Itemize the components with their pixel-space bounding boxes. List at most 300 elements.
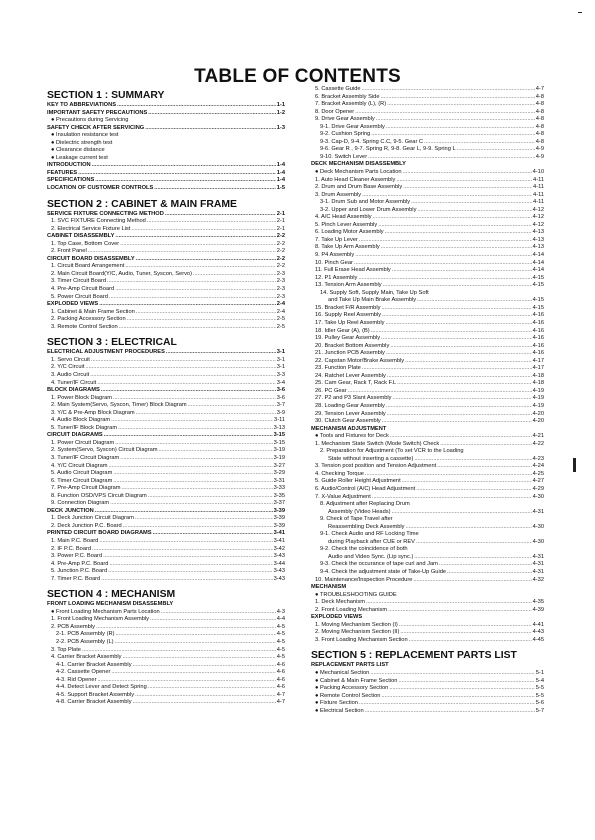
toc-entry <box>47 349 285 357</box>
dot-leader <box>148 110 275 118</box>
toc-entry-label: ● Leakage current test <box>51 154 108 161</box>
toc-entry <box>47 211 285 219</box>
toc-page-number: 3-6 <box>276 387 285 394</box>
dot-leader <box>386 124 535 132</box>
toc-entry-label: 2. Y/C Circuit <box>51 364 85 371</box>
dot-leader <box>417 297 532 305</box>
dot-leader <box>118 425 273 433</box>
toc-entry <box>311 388 544 396</box>
dot-leader <box>90 372 276 380</box>
toc-entry <box>311 154 544 162</box>
toc-page-number: 4-14 <box>532 259 544 266</box>
scan-mark-top <box>578 12 582 13</box>
toc-page-number: 4-17 <box>532 365 544 372</box>
toc-entry <box>47 233 285 241</box>
toc-page-number: 3-13 <box>273 424 285 431</box>
dot-leader <box>115 631 275 639</box>
dot-leader <box>457 146 535 154</box>
toc-entry <box>311 531 544 539</box>
dot-leader <box>110 500 272 508</box>
toc-entry-label: 1. Circuit Board Arrangement <box>51 263 125 270</box>
dot-leader <box>125 263 275 271</box>
toc-entry <box>47 508 285 516</box>
toc-entry <box>311 350 544 358</box>
toc-page-number: 4-21 <box>532 433 544 440</box>
toc-page-number: 1-3 <box>276 124 285 131</box>
toc-entry-label: 9-3. Check the occurance of tape curl and Jam <box>320 561 438 568</box>
toc-entry-label: 10. Maintenance/Inspection Procedure <box>315 576 413 583</box>
toc-page-number: 3-4 <box>276 379 285 386</box>
toc-page-number: 3-29 <box>273 470 285 477</box>
toc-page-number: 4-15 <box>532 274 544 281</box>
dot-leader <box>136 410 276 418</box>
toc-page-number: 4-8 <box>535 138 544 145</box>
dot-leader <box>97 677 275 685</box>
toc-entry-label: 2. Main Circuit Board(Y/C, Audio, Tuner, Syscon, Servo) <box>51 270 192 277</box>
toc-page-number: 4-8 <box>535 101 544 108</box>
toc-entry-label: 10. Pinch Gear <box>315 259 353 266</box>
toc-entry <box>311 614 544 622</box>
toc-entry-label: 4-5. Support Bracket Assembly <box>56 691 135 698</box>
toc-entry-label: 20. Bracket Bottom Assembly <box>315 342 390 349</box>
toc-page-number: 3-1 <box>276 349 285 356</box>
toc-page-number: 3-15 <box>273 439 285 446</box>
toc-page-number: 4-8 <box>535 108 544 115</box>
dot-leader <box>99 538 272 546</box>
toc-entry-label: 4-1. Carrier Bracket Assembly <box>56 661 132 668</box>
toc-page-number: 2-1 <box>276 225 285 232</box>
toc-entry-label: 9-10. Switch Lever <box>320 153 368 160</box>
toc-entry-label: 3. Tuner/IF Circuit Diagram <box>51 454 120 461</box>
toc-page-number: 3-9 <box>276 409 285 416</box>
dot-leader <box>381 244 532 252</box>
dot-leader <box>387 101 535 109</box>
toc-entry <box>47 440 285 448</box>
toc-entry-label: 9-3. Cap-D, 9-4. Spring C.C, 9-5. Gear C <box>320 138 424 145</box>
toc-entry-label: 3-2. Upper and Lower Drum Assembly <box>320 206 417 213</box>
dot-leader <box>424 139 535 147</box>
toc-entry <box>311 244 544 252</box>
dot-leader <box>381 305 531 313</box>
dot-leader <box>385 229 532 237</box>
toc-entry <box>311 222 544 230</box>
dot-leader <box>359 700 535 708</box>
toc-entry-label: 27. P2 and P3 Slant Assembly <box>315 395 392 402</box>
toc-entry-label: 28. Loading Gear Assembly <box>315 402 385 409</box>
toc-entry-label: 8. Function OSD/VPS Circuit Diagram <box>51 492 147 499</box>
toc-page-number: 3-42 <box>273 545 285 552</box>
dot-leader <box>113 470 272 478</box>
toc-page-number: 4-31 <box>532 561 544 568</box>
toc-entry <box>47 568 285 576</box>
toc-entry-label: 21. Junction PCB Assembly <box>315 350 385 357</box>
toc-entry <box>311 441 544 449</box>
toc-entry <box>311 297 544 305</box>
dot-leader <box>78 170 276 178</box>
toc-entry <box>311 290 544 298</box>
dot-leader <box>411 199 532 207</box>
toc-entry <box>47 372 285 380</box>
toc-entry <box>311 169 544 177</box>
dot-leader <box>378 222 531 230</box>
dot-leader <box>108 568 272 576</box>
toc-entry-label: 2. IF P.C. Board <box>51 545 92 552</box>
toc-entry <box>311 433 544 441</box>
toc-page-number: 4-22 <box>532 440 544 447</box>
toc-entry <box>311 184 544 192</box>
dot-leader <box>417 207 531 215</box>
toc-page-number: 2-1 <box>276 218 285 225</box>
dot-leader <box>381 693 534 701</box>
toc-page-number: 3-37 <box>273 500 285 507</box>
toc-entry <box>311 501 544 509</box>
toc-entry <box>311 94 544 102</box>
toc-entry <box>311 229 544 237</box>
toc-page-number: 3-1 <box>276 356 285 363</box>
toc-entry <box>47 402 285 410</box>
toc-entry-label: Audio and Video Sync. (Lip sync.) <box>328 553 414 560</box>
dot-leader <box>115 286 276 294</box>
toc-entry-label: CABINET DISASSEMBLY <box>47 233 115 240</box>
dot-leader <box>104 432 273 440</box>
toc-entry <box>311 124 544 132</box>
toc-entry-label: 8. Take Up Arm Assembly <box>315 244 380 251</box>
dot-leader <box>386 403 532 411</box>
toc-entry-label: 9-1. Check Audio and RF Locking Time <box>320 531 419 538</box>
dot-leader <box>372 494 532 502</box>
dot-leader <box>359 237 532 245</box>
toc-entry <box>47 684 285 692</box>
toc-entry <box>311 554 544 562</box>
dot-leader <box>385 320 531 328</box>
toc-page-number: 4-6 <box>276 684 285 691</box>
dot-leader <box>354 260 532 268</box>
toc-entry <box>47 410 285 418</box>
toc-entry-label: 5. Audio Circuit Diagram <box>51 470 113 477</box>
toc-entry <box>47 110 285 118</box>
toc-entry-label: IMPORTANT SAFETY PRECAUTIONS <box>47 109 148 116</box>
toc-page-number: 2-2 <box>276 255 285 262</box>
toc-page-number: 4-31 <box>532 569 544 575</box>
dot-leader <box>355 252 531 260</box>
dot-leader <box>123 523 273 531</box>
toc-entry <box>47 624 285 632</box>
toc-page-number: 1-1 <box>276 102 285 108</box>
toc-entry <box>47 425 285 433</box>
dot-leader <box>127 316 276 324</box>
toc-page-number: 2-3 <box>276 278 285 285</box>
toc-page-number: 3-33 <box>273 485 285 492</box>
toc-page-number: 4-29 <box>532 485 544 492</box>
toc-entry <box>311 685 544 693</box>
dot-leader <box>437 463 531 471</box>
toc-entry-label: 4. A/C Head Assembly <box>315 214 372 221</box>
toc-entry-label: ● Mechanical Section <box>315 670 370 677</box>
dot-leader <box>193 271 276 279</box>
toc-entry <box>47 609 285 617</box>
toc-entry-label: 4-3. Rid Opener <box>56 676 97 683</box>
toc-entry <box>47 271 285 279</box>
toc-entry-label: 2. Front Panel <box>51 248 87 255</box>
dot-leader <box>135 692 276 700</box>
toc-page-number: 4-27 <box>532 478 544 485</box>
dot-leader <box>402 478 532 486</box>
toc-entry <box>47 616 285 624</box>
toc-page-number: 4-16 <box>532 312 544 319</box>
toc-entry-label: 2. PCB Assembly <box>51 623 95 630</box>
dot-leader <box>82 647 276 655</box>
dot-leader <box>416 539 532 547</box>
toc-entry <box>311 569 544 577</box>
dot-leader <box>166 349 276 357</box>
toc-entry <box>47 125 285 133</box>
toc-entry <box>47 117 285 125</box>
toc-entry <box>47 301 285 309</box>
toc-entry <box>47 226 285 234</box>
toc-entry-label: ● Front Loading Mechanism Parts Location <box>51 608 160 615</box>
toc-entry <box>47 463 285 471</box>
dot-leader <box>396 177 532 185</box>
toc-entry-label: 4. Pre-Amp Circuit Board <box>51 286 115 293</box>
toc-page-number: 3-43 <box>273 575 285 582</box>
toc-entry <box>47 185 285 193</box>
toc-entry-label: 4-8. Carrier Bracket Assembly <box>56 699 132 706</box>
toc-entry-label: PRINTED CIRCUIT BOARD DIAGRAMS <box>47 530 152 537</box>
dot-leader <box>113 478 272 486</box>
toc-entry <box>47 395 285 403</box>
toc-entry <box>47 218 285 226</box>
toc-page-number: 4-6 <box>276 661 285 668</box>
toc-entry-label: ● Deck Mechanism Parts Location <box>315 169 402 176</box>
toc-page-number: 2-3 <box>276 293 285 300</box>
dot-leader <box>387 411 532 419</box>
dot-leader <box>159 447 273 455</box>
toc-page-number: 4-8 <box>535 93 544 100</box>
toc-entry-label: 3. Tension post position and Tension Adjustment <box>315 463 437 470</box>
dot-leader <box>392 509 532 517</box>
dot-leader <box>95 177 275 185</box>
toc-page-number: 4-16 <box>532 350 544 357</box>
toc-entry-label: EXPLODED VIEWS <box>47 301 99 308</box>
toc-page-number: 4-41 <box>532 621 544 628</box>
dot-leader <box>119 324 276 332</box>
toc-entry <box>311 448 544 456</box>
dot-leader <box>107 278 276 286</box>
toc-entry-label: 3. Front Loading Mechanism Section <box>315 636 408 643</box>
toc-entry <box>311 607 544 615</box>
toc-entry-label: 2-1. PCB Assembly (R) <box>56 631 115 638</box>
toc-page-number: 2-4 <box>276 308 285 315</box>
toc-entry-label: ● Electrical Section <box>315 707 364 714</box>
toc-page-number: 4-13 <box>532 244 544 251</box>
toc-page-number: 4-14 <box>532 252 544 259</box>
dot-leader <box>103 553 273 561</box>
dot-leader <box>136 256 276 264</box>
toc-entry-label: 1. Moving Mechanism Section (I) <box>315 621 398 628</box>
dot-leader <box>439 561 532 569</box>
toc-page-number: 4-5 <box>276 646 285 653</box>
toc-entry-label: 6. Loading Motor Assembly <box>315 229 384 236</box>
dot-leader <box>85 364 275 372</box>
toc-page-number: 5-1 <box>535 670 544 677</box>
toc-entry-label: EXPLODED VIEWS <box>311 614 363 621</box>
toc-page-number: 2-4 <box>276 301 285 308</box>
toc-entry <box>311 561 544 569</box>
toc-entry-label: 8. Adjustment after Replacing Drum <box>320 501 410 508</box>
toc-entry <box>47 601 285 609</box>
toc-entry-label: SAFETY CHECK AFTER SERVICING <box>47 124 145 131</box>
toc-entry <box>47 493 285 501</box>
toc-entry <box>311 700 544 708</box>
toc-entry-label: 2. System(Servo, Syscon) Circuit Diagram <box>51 447 158 454</box>
dot-leader <box>388 607 532 615</box>
toc-entry <box>47 485 285 493</box>
toc-entry <box>311 678 544 686</box>
toc-entry <box>47 647 285 655</box>
toc-page-number: 3-39 <box>273 515 285 522</box>
dot-leader <box>96 624 276 632</box>
dot-leader <box>154 185 275 193</box>
toc-entry-label: 1. Power Block Diagram <box>51 394 113 401</box>
dot-leader <box>447 569 532 577</box>
toc-page-number: 2-3 <box>276 286 285 293</box>
toc-entry <box>311 494 544 502</box>
dot-leader <box>115 233 275 241</box>
dot-leader <box>95 508 273 516</box>
dot-leader <box>403 169 532 177</box>
toc-entry-label: 9. Drive Gear Assembly <box>315 116 375 123</box>
toc-entry-label: 7. Take Up Lever <box>315 236 358 243</box>
toc-entry <box>311 637 544 645</box>
toc-page-number: 3-41 <box>273 537 285 544</box>
toc-entry <box>47 455 285 463</box>
toc-page-number: 4-4 <box>276 616 285 623</box>
toc-entry <box>47 546 285 554</box>
dot-leader <box>115 440 272 448</box>
toc-entry <box>47 278 285 286</box>
section-heading: SECTION 3 : ELECTRICAL <box>47 337 177 349</box>
toc-entry-label: 7. Pre-Amp Circuit Diagram <box>51 485 121 492</box>
toc-entry <box>47 538 285 546</box>
toc-entry-label: 26. PC Gear <box>315 387 347 394</box>
toc-entry-label: 5. Cassette Guide <box>315 86 361 92</box>
toc-page-number: 4-19 <box>532 395 544 402</box>
toc-page-number: 4-8 <box>535 123 544 130</box>
toc-page-number: 4-15 <box>532 304 544 311</box>
toc-page-number: 3-31 <box>273 477 285 484</box>
toc-entry <box>47 639 285 647</box>
toc-entry-label: CIRCUIT BOARD DISASSEMBLY <box>47 255 135 262</box>
toc-entry-label: 23. Function Plate <box>315 365 361 372</box>
toc-entry <box>311 109 544 117</box>
toc-entry-label: SERVICE FIXTURE CONNECTING METHOD <box>47 210 164 217</box>
toc-entry-label: 2. Main System(Servo, Syscon, Timer) Block Diagram <box>51 402 187 409</box>
toc-page-number: 4-11 <box>533 191 544 198</box>
toc-entry-label: ELECTRICAL ADJUSTMENT PROCEDURES <box>47 349 165 356</box>
toc-entry-label: 13. Tension Arm Assembly <box>315 282 382 289</box>
dot-leader <box>414 456 531 464</box>
toc-entry <box>311 237 544 245</box>
page-title: TABLE OF CONTENTS <box>194 66 401 87</box>
toc-entry <box>311 426 544 434</box>
toc-entry-label: 5. Junction P.C. Board <box>51 568 108 575</box>
toc-page-number: 4-8 <box>535 116 544 123</box>
toc-entry-label: 9. P4 Assembly <box>315 252 355 259</box>
toc-entry-label: 29. Tension Lever Assembly <box>315 410 386 417</box>
toc-entry <box>311 516 544 524</box>
toc-page-number: 2-2 <box>276 233 285 240</box>
dot-leader <box>362 86 535 94</box>
toc-entry <box>47 324 285 332</box>
dot-leader <box>405 358 531 366</box>
toc-entry <box>311 662 544 670</box>
toc-entry-label: 24. Ratchet Lever Assembly <box>315 372 386 379</box>
toc-page-number: 4-11 <box>533 184 544 191</box>
toc-entry-label: during Playback after CUE or REV <box>328 538 415 545</box>
toc-entry-label: 15. Bracket F/R Assembly <box>315 304 381 311</box>
toc-page-number: 4-12 <box>532 221 544 228</box>
toc-entry-label: 1. SVC FIXTURE Connecting Method <box>51 218 146 225</box>
toc-entry-label: Reassembling Deck Assembly <box>328 523 405 530</box>
toc-page-number: 1-5 <box>276 185 285 192</box>
toc-entry <box>47 170 285 178</box>
toc-right-column <box>311 86 544 715</box>
toc-entry <box>311 471 544 479</box>
toc-entry-label: 7. Timer P.C. Board <box>51 575 101 582</box>
toc-page-number: 2-2 <box>276 240 285 247</box>
toc-entry-label: ● Cabinet & Main Frame Section <box>315 677 398 684</box>
toc-entry <box>311 335 544 343</box>
toc-page-number: 4-45 <box>532 636 544 643</box>
toc-entry-label: 1. Front Loading Mechanism Assembly <box>51 616 149 623</box>
toc-page-number: 5-6 <box>535 700 544 707</box>
dot-leader <box>113 395 276 403</box>
toc-page-number: 4-17 <box>532 357 544 364</box>
toc-entry-label: 4. Tuner/IF Circuit <box>51 379 97 386</box>
toc-left-column <box>47 86 285 707</box>
toc-page-number: 4-39 <box>532 606 544 613</box>
toc-page-number: 3-6 <box>276 394 285 401</box>
dot-leader <box>386 350 532 358</box>
toc-entry <box>311 177 544 185</box>
toc-entry-label: 25. Cam Gear, Rack T, Rack F.L <box>315 380 397 387</box>
toc-page-number: 4-16 <box>532 335 544 342</box>
toc-entry-label: 9-2. Cushion Spring <box>320 131 371 138</box>
toc-entry <box>47 155 285 163</box>
dot-leader <box>362 365 532 373</box>
toc-entry <box>47 447 285 455</box>
toc-page-number: 3-11 <box>274 417 285 424</box>
toc-entry <box>311 282 544 290</box>
toc-entry-label: INTRODUCTION <box>47 162 91 169</box>
toc-page-number: 4-25 <box>532 470 544 477</box>
dot-leader <box>365 708 535 716</box>
toc-entry-label: 3. Y/C & Pre-Amp Block Diagram <box>51 409 135 416</box>
toc-entry <box>47 380 285 388</box>
toc-entry-label: KEY TO ABBREVIATIONS <box>47 102 116 108</box>
toc-entry-label: 1. Main P.C. Board <box>51 537 99 544</box>
dot-leader <box>120 455 272 463</box>
toc-page-number: 4-12 <box>532 206 544 213</box>
toc-page-number: 4-16 <box>532 319 544 326</box>
toc-page-number: 4-30 <box>532 493 544 500</box>
toc-page-number: 5-5 <box>535 692 544 699</box>
toc-page-number: 4-7 <box>276 691 285 698</box>
toc-entry-label: MECHANISM <box>311 584 347 591</box>
dot-leader <box>409 637 532 645</box>
toc-entry <box>311 629 544 637</box>
toc-page-number: 3-43 <box>273 568 285 575</box>
